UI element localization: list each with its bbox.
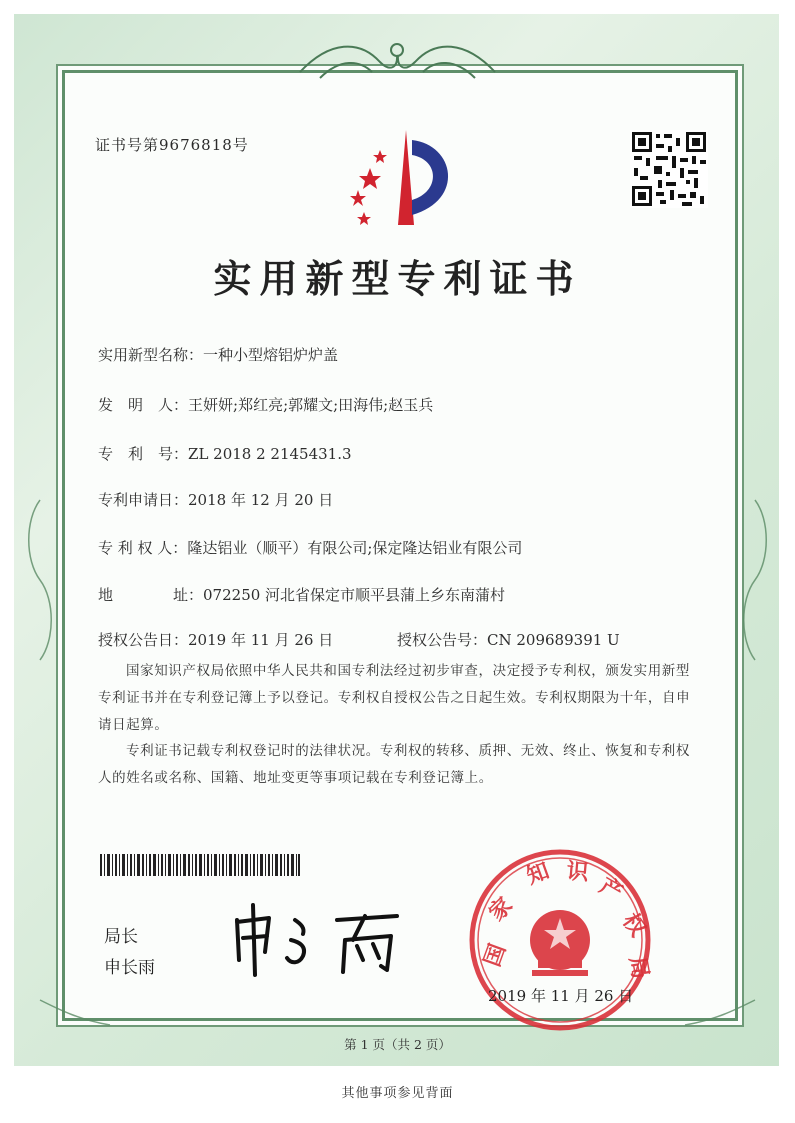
patentee-label: 专 利 权 人：	[98, 539, 188, 557]
inventors-value: 王妍妍;郑红亮;郭耀文;田海伟;赵玉兵	[188, 396, 434, 414]
director-title: 局长	[104, 927, 138, 947]
barcode	[100, 854, 300, 876]
body-paragraph-2: 专利证书记载专利权登记时的法律状况。专利权的转移、质押、无效、终止、恢复和专利权人的姓名或名称、国籍、地址变更等事项记载在专利登记簿上。	[98, 743, 690, 786]
body-paragraph-1: 国家知识产权局依照中华人民共和国专利法经过初步审查，决定授予专利权，颁发实用新型专利证书并在专利登记簿上予以登记。专利权自授权公告之日起生效。专利权期限为十年，自申请日起算。	[98, 663, 691, 733]
grant-announcement-date-value: 2019 年 11 月 26 日	[188, 631, 334, 649]
utility-model-name-value: 一种小型熔铝炉炉盖	[203, 346, 339, 364]
grant-announcement-date-row	[98, 629, 333, 650]
svg-text:产: 产	[595, 873, 627, 907]
director-name: 申长雨	[104, 958, 155, 978]
page-number: 第 1 页（共 2 页）	[344, 1037, 451, 1052]
application-date-row	[98, 489, 333, 510]
certificate-number: 证书号第9676818号	[95, 136, 249, 154]
grant-announcement-number-label: 授权公告号：	[397, 631, 488, 649]
grant-announcement-number-value: CN 209689391 U	[487, 631, 620, 649]
official-seal	[460, 840, 660, 1040]
svg-text:局: 局	[624, 954, 653, 981]
inventors-row	[98, 394, 433, 415]
grant-announcement-date-label: 授权公告日：	[98, 631, 189, 649]
utility-model-name-label: 实用新型名称：	[98, 346, 204, 364]
qr-code	[630, 130, 708, 208]
seal-date: 2019 年 11 月 26 日	[488, 987, 634, 1005]
svg-text:权: 权	[617, 909, 651, 942]
director-signature	[225, 900, 425, 980]
svg-text:家: 家	[484, 892, 518, 927]
patent-number-value: ZL 2018 2 2145431.3	[188, 445, 352, 463]
footer-note: 其他事项参见背面	[341, 1086, 454, 1101]
patent-office-logo-icon	[340, 120, 480, 230]
address-row	[98, 584, 505, 605]
application-date-value: 2018 年 12 月 20 日	[188, 491, 334, 509]
patentee-row	[98, 537, 522, 558]
grant-announcement-number-row	[397, 629, 620, 650]
certificate-title: 实用新型专利证书	[213, 257, 582, 301]
patent-number-row	[98, 443, 352, 464]
svg-text:知: 知	[523, 858, 553, 890]
patent-number-label: 专 利 号：	[98, 445, 189, 463]
svg-text:识: 识	[565, 859, 590, 886]
inventors-label: 发 明 人：	[98, 396, 189, 414]
utility-model-name-row	[98, 344, 338, 365]
address-label: 地 址：	[98, 586, 204, 604]
svg-text:国: 国	[480, 940, 512, 971]
patentee-value: 隆达铝业（顺平）有限公司;保定隆达铝业有限公司	[187, 539, 523, 557]
address-value: 072250 河北省保定市顺平县蒲上乡东南蒲村	[203, 586, 506, 604]
application-date-label: 专利申请日：	[98, 491, 189, 509]
